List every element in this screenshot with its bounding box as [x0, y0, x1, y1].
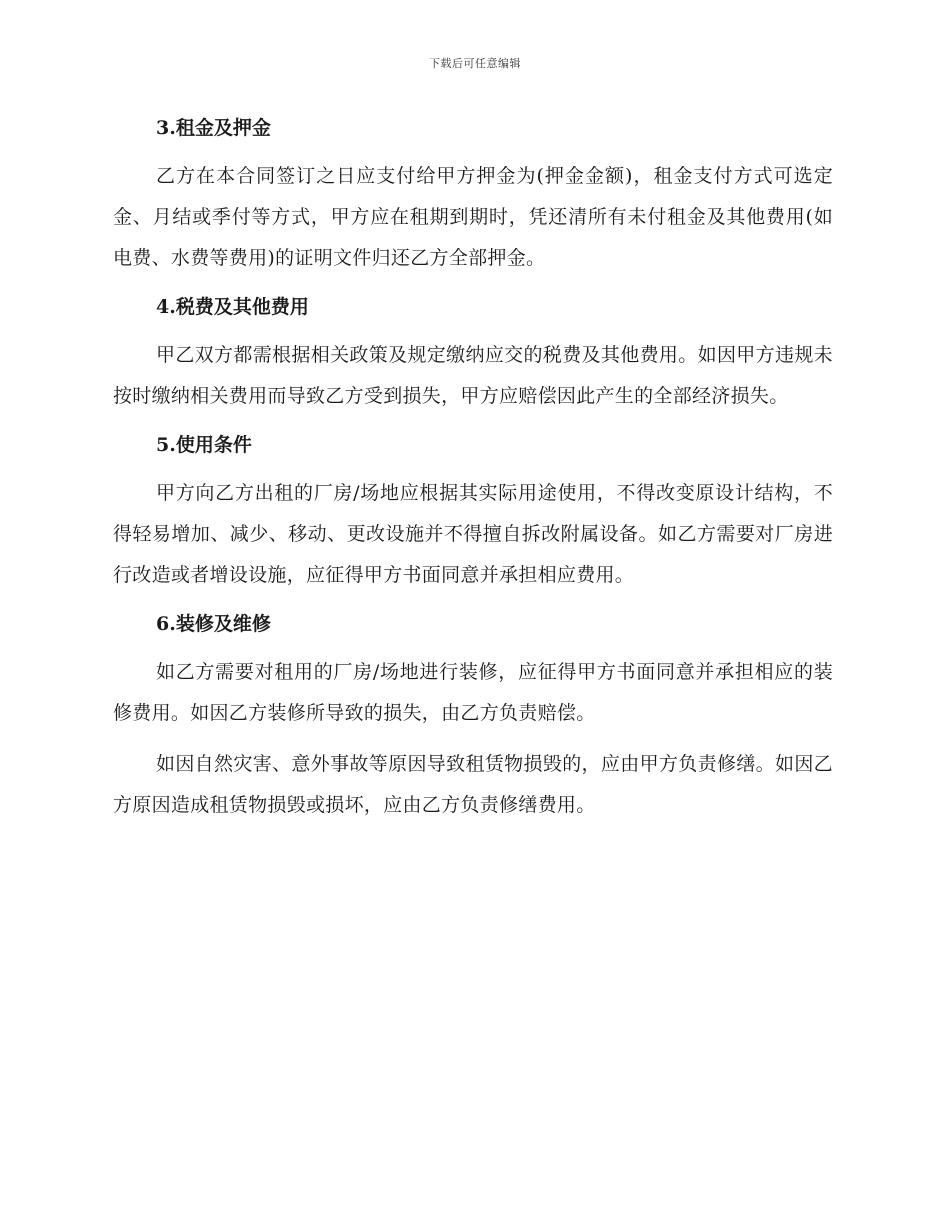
section-paragraph: 如乙方需要对租用的厂房/场地进行装修，应征得甲方书面同意并承担相应的装修费用。如因乙方装修所导致的损失，由乙方负责赔偿。 — [113, 661, 833, 724]
section-heading: 5.使用条件 — [156, 434, 252, 456]
section-paragraph: 乙方在本合同签订之日应支付给甲方押金为(押金金额)，租金支付方式可选定金、月结或季付等方式，甲方应在租期到期时，凭还清所有未付租金及其他费用(如电费、水费等费用)的证明文件归还乙方全部押金。 — [113, 165, 833, 269]
section-heading: 6.装修及维修 — [156, 613, 271, 635]
section-paragraph: 甲乙双方都需根据相关政策及规定缴纳应交的税费及其他费用。如因甲方违规未按时缴纳相关费用而导致乙方受到损失，甲方应赔偿因此产生的全部经济损失。 — [113, 344, 833, 407]
section-rent-deposit — [113, 110, 833, 279]
section-paragraph: 如因自然灾害、意外事故等原因导致租赁物损毁的，应由甲方负责修缮。如因乙方原因造成租赁物损毁或损坏，应由乙方负责修缮费用。 — [113, 753, 833, 816]
page-header: 下载后可任意编辑 — [429, 57, 521, 70]
section-taxes-fees — [113, 289, 833, 417]
section-heading: 4.税费及其他费用 — [156, 296, 309, 318]
section-paragraph: 甲方向乙方出租的厂房/场地应根据其实际用途使用，不得改变原设计结构，不得轻易增加、减少、移动、更改设施并不得擅自拆改附属设备。如乙方需要对厂房进行改造或者增设设施，应征得甲方书面同意并承担相应费用。 — [113, 482, 833, 586]
section-renovation-repair — [113, 606, 833, 826]
section-usage-conditions — [113, 427, 833, 596]
section-heading: 3.租金及押金 — [156, 117, 271, 139]
document-body — [113, 110, 833, 836]
